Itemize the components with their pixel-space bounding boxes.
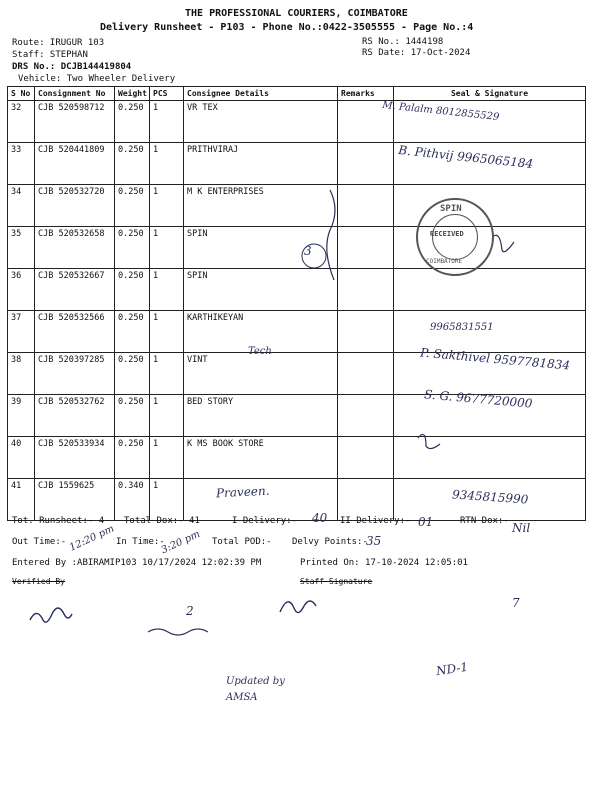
delvy-points-value: 35 (366, 534, 382, 548)
consignment-cell: CJB 520532667 (35, 269, 115, 311)
remark-circle (302, 244, 326, 268)
rs-number: RS No.: 1444198 (362, 37, 444, 47)
pcs-cell: 1 (150, 185, 184, 227)
weight-cell: 0.250 (115, 311, 150, 353)
handwritten-name-row41: Praveen. (215, 483, 270, 501)
pcs-cell: 1 (150, 395, 184, 437)
consignee-cell: BED STORY (184, 395, 338, 437)
pcs-cell: 1 (150, 353, 184, 395)
i-delivery-value: 40 (312, 511, 328, 525)
column-header-pcs: PCS (150, 87, 184, 101)
pcs-cell: 1 (150, 479, 184, 521)
stamp-bottom-text: COIMBATORE (426, 258, 463, 265)
column-header-consignee: Consignee Details (184, 87, 338, 101)
runsheet-subtitle: Delivery Runsheet - P103 - Phone No.:0422-3505555 - Page No.:4 (100, 22, 474, 33)
sno-cell: 37 (8, 311, 35, 353)
ii-delivery-value: 01 (418, 515, 434, 529)
consignment-cell: CJB 520441809 (35, 143, 115, 185)
consignee-cell: VR TEX (184, 101, 338, 143)
consignment-cell: CJB 520397285 (35, 353, 115, 395)
sno-cell: 39 (8, 395, 35, 437)
consignee-cell: PRITHVIRAJ (184, 143, 338, 185)
handwritten-phone-row37: 9965831551 (430, 322, 494, 333)
weight-cell: 0.250 (115, 101, 150, 143)
sno-cell: 36 (8, 269, 35, 311)
consignment-cell: CJB 1559625 (35, 479, 115, 521)
sno-cell: 38 (8, 353, 35, 395)
pcs-cell: 1 (150, 437, 184, 479)
consignment-cell: CJB 520533934 (35, 437, 115, 479)
consignment-cell: CJB 520532720 (35, 185, 115, 227)
out-time-value: 12:20 pm (67, 523, 116, 554)
column-header-consignment: Consignment No (35, 87, 115, 101)
vehicle-label: Vehicle: Two Wheeler Delivery (18, 74, 176, 84)
consignee-cell: M K ENTERPRISES (184, 185, 338, 227)
weight-cell: 0.250 (115, 353, 150, 395)
out-time-label: Out Time:- (12, 537, 67, 547)
pcs-cell: 1 (150, 311, 184, 353)
handwritten-mark-7: 7 (512, 596, 520, 610)
handwritten-remark-row35: 3 (304, 244, 312, 258)
company-name: THE PROFESSIONAL COURIERS, COIMBATORE (185, 8, 408, 19)
handwritten-signature-row39: S. G. 9677720000 (423, 387, 533, 411)
consignee-cell: K MS BOOK STORE (184, 437, 338, 479)
row40-signature-scribble (418, 434, 440, 448)
entered-by: Entered By :ABIRAMIP103 10/17/2024 12:02:39 PM (12, 558, 262, 568)
handwritten-updated-note: Updated by AMSA (226, 676, 285, 703)
route-label: Route: IRUGUR 103 (12, 38, 105, 48)
handwritten-bottom-number: 2 (186, 604, 194, 618)
staff-label: Staff: STEPHAN (12, 50, 88, 60)
consignee-cell: SPIN (184, 269, 338, 311)
stamp-middle-text: RECEIVED (430, 230, 464, 238)
total-pod-label: Total POD:- (212, 537, 272, 547)
rtn-dox-value: Nil (512, 521, 531, 535)
bracket-scribble (327, 190, 335, 280)
handwritten-nd-note: ND-1 (435, 659, 469, 679)
total-runsheet: Tot. Runsheet:- 4 (12, 516, 105, 526)
weight-cell: 0.250 (115, 143, 150, 185)
sno-cell: 33 (8, 143, 35, 185)
staff-signature-label: Staff Signature (300, 577, 373, 586)
column-header-seal: Seal & Signature (394, 87, 586, 101)
handwritten-signature-row38: P. Sakthivel 9597781834 (419, 345, 571, 373)
consignment-cell: CJB 520532762 (35, 395, 115, 437)
weight-cell: 0.340 (115, 479, 150, 521)
pcs-cell: 1 (150, 269, 184, 311)
consignment-cell: CJB 520532658 (35, 227, 115, 269)
sno-cell: 41 (8, 479, 35, 521)
delvy-points-label: Delvy Points:- (292, 537, 368, 547)
sno-cell: 34 (8, 185, 35, 227)
pcs-cell: 1 (150, 101, 184, 143)
consignment-cell: CJB 520532566 (35, 311, 115, 353)
printed-on: Printed On: 17-10-2024 12:05:01 (300, 558, 468, 568)
in-time-value: 3:20 pm (159, 528, 202, 557)
i-delivery-label: I Delivery:- (232, 516, 298, 526)
total-dox: Total Dox:- 41 (124, 516, 200, 526)
weight-cell: 0.250 (115, 437, 150, 479)
stamp-top-text: SPIN (440, 204, 462, 214)
consignee-cell: VINT (184, 353, 338, 395)
weight-cell: 0.250 (115, 269, 150, 311)
verified-by-label: Verified By (12, 577, 65, 586)
in-time-label: In Time:- (116, 537, 165, 547)
staff-signature-scribble (280, 601, 316, 613)
rs-date: RS Date: 17-Oct-2024 (362, 48, 471, 58)
consignee-cell: SPIN (184, 227, 338, 269)
sno-cell: 32 (8, 101, 35, 143)
weight-cell: 0.250 (115, 395, 150, 437)
consignee-cell: KARTHIKEYAN (184, 311, 338, 353)
column-header-weight: Weight (115, 87, 150, 101)
weight-cell: 0.250 (115, 185, 150, 227)
sno-cell: 40 (8, 437, 35, 479)
handwritten-signature-row32: M. Palalm 8012855529 (381, 99, 500, 124)
sno-cell: 35 (8, 227, 35, 269)
handwritten-phone-row41: 9345815990 (451, 487, 529, 507)
rtn-dox-label: RTN Dox:- (460, 516, 509, 526)
consignment-cell: CJB 520598712 (35, 101, 115, 143)
sub-signature-scribble (148, 629, 208, 635)
weight-cell: 0.250 (115, 227, 150, 269)
drs-number: DRS No.: DCJB144419804 (12, 62, 132, 72)
verified-signature-scribble (30, 608, 72, 622)
spin-signature-scribble (494, 235, 514, 252)
handwritten-signature-row33: B. Pithvij 9965065184 (397, 142, 534, 172)
ii-delivery-label: II Delivery:- (340, 516, 411, 526)
pcs-cell: 1 (150, 227, 184, 269)
pcs-cell: 1 (150, 143, 184, 185)
column-header-sno: S No (8, 87, 35, 101)
column-header-remarks: Remarks (338, 87, 394, 101)
handwritten-note-row38: Tech (248, 346, 272, 357)
